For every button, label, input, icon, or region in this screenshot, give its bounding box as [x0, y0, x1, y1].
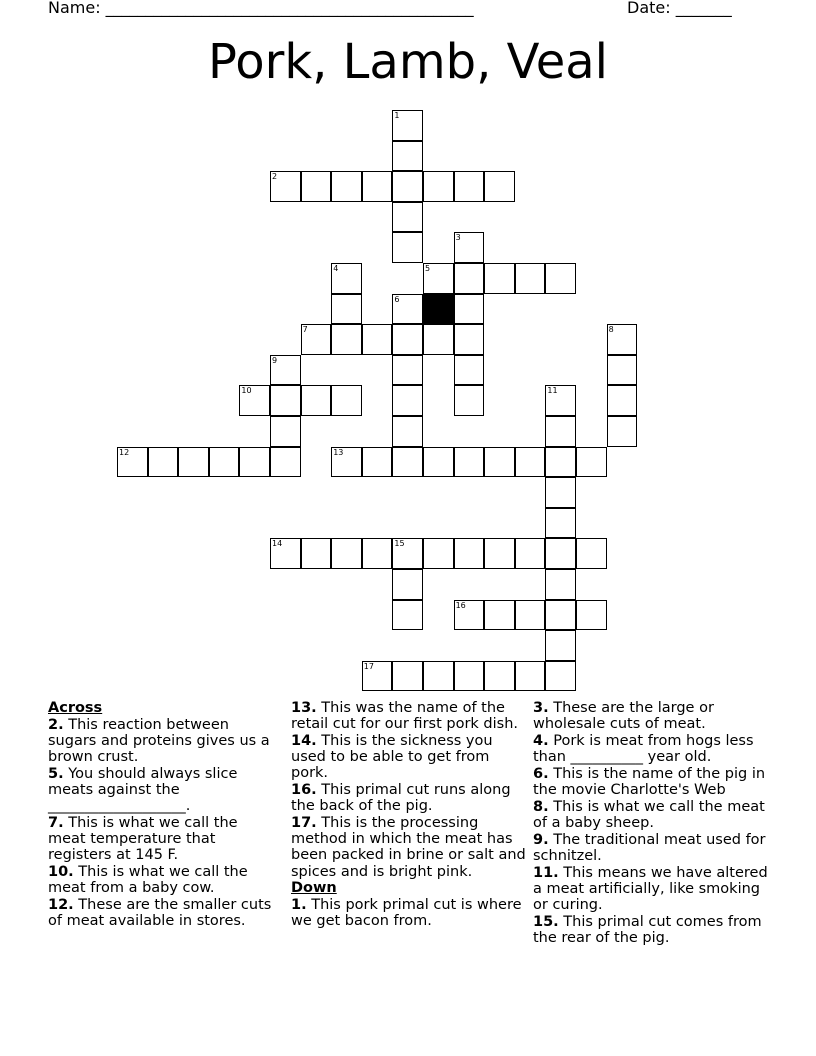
- grid-cell[interactable]: [392, 569, 423, 600]
- grid-cell[interactable]: [301, 538, 332, 569]
- grid-cell[interactable]: [545, 416, 576, 447]
- date-field-label: Date: _______: [627, 0, 732, 17]
- grid-cell[interactable]: [454, 263, 485, 294]
- grid-cell[interactable]: [392, 600, 423, 631]
- grid-cell[interactable]: [270, 355, 301, 386]
- grid-cell[interactable]: [270, 385, 301, 416]
- grid-cell[interactable]: [178, 447, 209, 478]
- grid-cell[interactable]: [515, 661, 546, 692]
- clue-down-15: 15. This primal cut comes from the rear of the pig.: [533, 913, 762, 946]
- grid-cell[interactable]: [117, 447, 148, 478]
- clue-number: 12: [119, 447, 130, 457]
- clue-number: 8: [608, 325, 614, 335]
- grid-cell[interactable]: [392, 447, 423, 478]
- clue-column-1: [48, 700, 278, 930]
- grid-cell[interactable]: [607, 416, 638, 447]
- clue-down-1: 1. This pork primal cut is where we get bacon from.: [291, 896, 522, 930]
- clue-down-3: 3. These are the large or wholesale cuts of meat.: [533, 700, 714, 733]
- grid-cell[interactable]: [545, 538, 576, 569]
- grid-cell[interactable]: [545, 447, 576, 478]
- grid-cell[interactable]: [331, 171, 362, 202]
- grid-cell[interactable]: [484, 447, 515, 478]
- clue-number: 13: [333, 447, 344, 457]
- clue-across-13: 13. This was the name of the retail cut for our first pork dish.: [291, 700, 519, 733]
- grid-cell[interactable]: [423, 263, 454, 294]
- clue-across-16: 16. This primal cut runs along the back of the pig.: [291, 782, 511, 815]
- grid-cell[interactable]: [515, 447, 546, 478]
- grid-cell[interactable]: [545, 385, 576, 416]
- grid-cell[interactable]: [270, 416, 301, 447]
- grid-cell[interactable]: [545, 477, 576, 508]
- name-field-label: Name: ______________________________________________: [48, 0, 474, 17]
- grid-cell[interactable]: [454, 324, 485, 355]
- grid-cell[interactable]: [331, 294, 362, 325]
- grid-cell[interactable]: [515, 538, 546, 569]
- grid-cell[interactable]: [576, 538, 607, 569]
- grid-cell[interactable]: [423, 447, 454, 478]
- clue-number: 11: [547, 386, 558, 396]
- grid-cell[interactable]: [392, 385, 423, 416]
- grid-cell[interactable]: [392, 171, 423, 202]
- grid-cell[interactable]: [423, 661, 454, 692]
- grid-cell[interactable]: [545, 508, 576, 539]
- grid-cell[interactable]: [454, 447, 485, 478]
- grid-cell[interactable]: [454, 171, 485, 202]
- grid-cell[interactable]: [301, 171, 332, 202]
- clue-number: 1: [394, 111, 400, 120]
- clue-across-7: 7. This is what we call the meat temperature that registers at 145 F.: [48, 814, 238, 864]
- clue-number: 4: [333, 264, 339, 273]
- grid-cell[interactable]: [392, 661, 423, 692]
- grid-cell[interactable]: [301, 385, 332, 416]
- grid-cell[interactable]: [392, 232, 423, 263]
- clue-number: 17: [363, 661, 374, 671]
- grid-cell[interactable]: [607, 385, 638, 416]
- clue-number: 5: [425, 264, 431, 273]
- grid-cell[interactable]: [484, 171, 515, 202]
- clue-down-4: 4. Pork is meat from hogs less than __________ year old.: [533, 732, 754, 766]
- grid-cell[interactable]: [454, 385, 485, 416]
- grid-cell[interactable]: [270, 447, 301, 478]
- clue-number: 3: [455, 233, 461, 243]
- clue-across-5: 5. You should always slice meats against the ___________________.: [48, 765, 238, 815]
- clue-down-6: 6. This is the name of the pig in the movie Charlotte's Web: [533, 765, 766, 799]
- grid-cell[interactable]: [607, 324, 638, 355]
- grid-cell[interactable]: [362, 661, 393, 692]
- grid-cell[interactable]: [423, 324, 454, 355]
- grid-cell[interactable]: [515, 263, 546, 294]
- grid-cell[interactable]: [331, 263, 362, 294]
- black-cell: [423, 294, 454, 325]
- grid-cell[interactable]: [331, 447, 362, 478]
- grid-cell[interactable]: [545, 263, 576, 294]
- grid-cell[interactable]: [301, 324, 332, 355]
- grid-cell[interactable]: [576, 600, 607, 631]
- grid-cell[interactable]: [362, 324, 393, 355]
- grid-cell[interactable]: [392, 324, 423, 355]
- clue-down-9: 9. The traditional meat used for schnitzel.: [533, 831, 766, 864]
- grid-cell[interactable]: [545, 569, 576, 600]
- grid-cell[interactable]: [239, 447, 270, 478]
- grid-cell[interactable]: [454, 538, 485, 569]
- grid-cell[interactable]: [484, 263, 515, 294]
- clue-across-2: 2. This reaction between sugars and proteins gives us a brown crust.: [48, 716, 270, 766]
- grid-cell[interactable]: [362, 538, 393, 569]
- grid-cell[interactable]: [454, 600, 485, 631]
- clue-down-8: 8. This is what we call the meat of a baby sheep.: [533, 798, 765, 831]
- clue-number: 10: [241, 386, 252, 396]
- grid-cell[interactable]: [362, 171, 393, 202]
- grid-cell[interactable]: [576, 447, 607, 478]
- grid-cell[interactable]: [607, 355, 638, 386]
- grid-cell[interactable]: [392, 355, 423, 386]
- clue-column-2: [291, 700, 527, 930]
- grid-cell[interactable]: [209, 447, 240, 478]
- grid-cell[interactable]: [362, 447, 393, 478]
- grid-cell[interactable]: [545, 600, 576, 631]
- grid-cell[interactable]: [270, 171, 301, 202]
- grid-cell[interactable]: [239, 385, 270, 416]
- clue-number: 14: [272, 539, 283, 549]
- clue-down-11: 11. This means we have altered a meat artificially, like smoking or curing.: [533, 864, 768, 913]
- clue-column-3: [533, 700, 769, 947]
- clue-number: 16: [455, 600, 466, 610]
- down-heading: Down: [291, 880, 337, 897]
- grid-cell[interactable]: [392, 294, 423, 325]
- puzzle-title: Pork, Lamb, Veal: [208, 34, 608, 90]
- clue-number: 7: [302, 325, 308, 335]
- grid-cell[interactable]: [392, 416, 423, 447]
- grid-cell[interactable]: [331, 538, 362, 569]
- grid-cell[interactable]: [545, 630, 576, 661]
- grid-cell[interactable]: [545, 661, 576, 692]
- grid-cell[interactable]: [148, 447, 179, 478]
- grid-cell[interactable]: [392, 110, 423, 141]
- across-heading: Across: [48, 700, 103, 716]
- grid-cell[interactable]: [270, 538, 301, 569]
- clue-across-14: 14. This is the sickness you used to be able to get from pork.: [291, 732, 493, 782]
- clue-across-10: 10. This is what we call the meat from a baby cow.: [48, 864, 248, 897]
- grid-cell[interactable]: [515, 600, 546, 631]
- grid-cell[interactable]: [484, 661, 515, 692]
- grid-cell[interactable]: [484, 600, 515, 631]
- clue-number: 2: [272, 172, 278, 182]
- grid-cell[interactable]: [454, 294, 485, 325]
- grid-cell[interactable]: [392, 538, 423, 569]
- grid-cell[interactable]: [392, 141, 423, 172]
- grid-cell[interactable]: [454, 355, 485, 386]
- clue-number: 9: [272, 355, 278, 365]
- clue-number: 15: [394, 539, 405, 549]
- grid-cell[interactable]: [331, 324, 362, 355]
- grid-cell[interactable]: [423, 171, 454, 202]
- grid-cell[interactable]: [484, 538, 515, 569]
- grid-cell[interactable]: [331, 385, 362, 416]
- clue-across-17: 17. This is the processing method in which the meat has been packed in brine or salt and spices and is bright pink.: [291, 814, 526, 880]
- clue-across-12: 12. These are the smaller cuts of meat available in stores.: [48, 896, 272, 930]
- grid-cell[interactable]: [454, 661, 485, 692]
- clue-number: 6: [394, 294, 400, 304]
- grid-cell[interactable]: [392, 202, 423, 233]
- grid-cell[interactable]: [423, 538, 454, 569]
- grid-cell[interactable]: [454, 232, 485, 263]
